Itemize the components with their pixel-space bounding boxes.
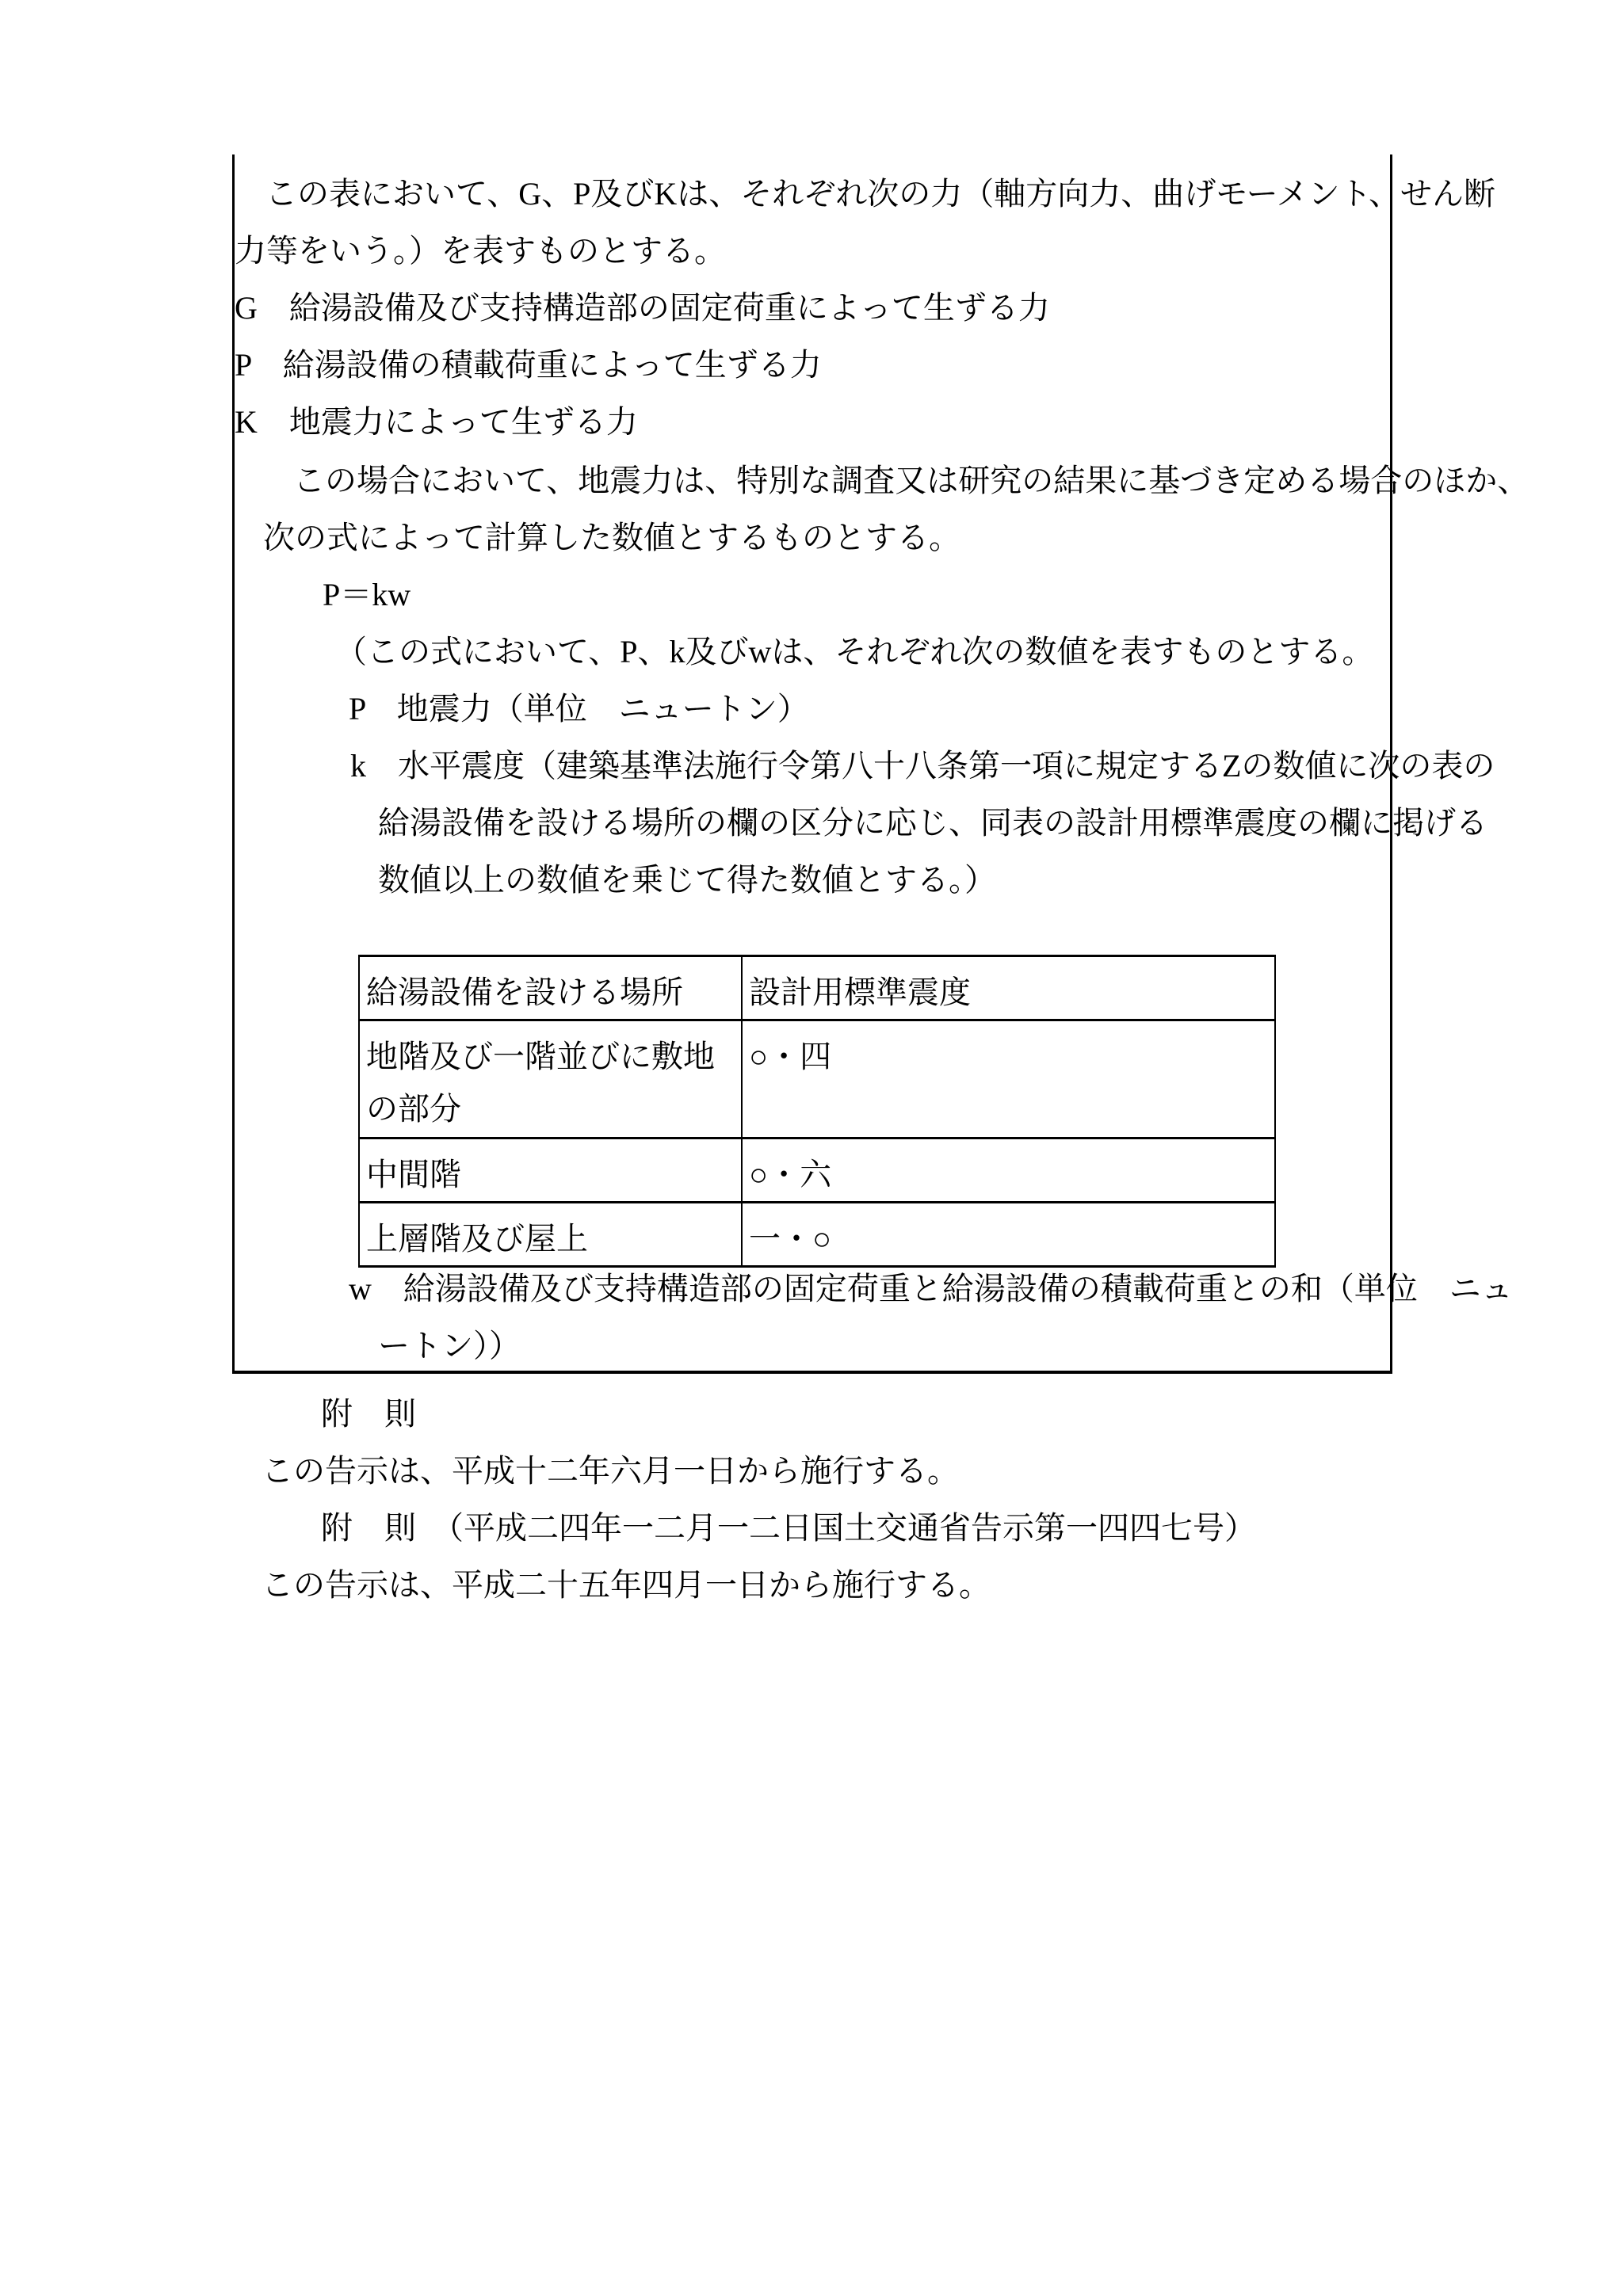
table-cell-place-basement: 地階及び一階並びに敷地の部分: [359, 1020, 742, 1138]
table-row-middle: [359, 1138, 1275, 1203]
supplementary-title-2: 附 則 （平成二四年一二月一二日国土交通省告示第一四四七号）: [321, 1510, 1256, 1546]
formula-line: P＝kw: [323, 577, 411, 612]
definition-k-line-1: k 水平震度（建築基準法施行令第八十八条第一項に規定するZの数値に次の表の: [350, 748, 1495, 784]
definition-K-line: K 地震力によって生ずる力: [235, 404, 638, 440]
table-cell-place-middle: 中間階: [359, 1138, 742, 1203]
table-row-basement: [359, 1020, 1275, 1138]
seismic-case-line-2: 次の式によって計算した数値とするものとする。: [263, 520, 960, 555]
definition-w-line-2: ートン））: [378, 1328, 521, 1363]
definition-P-line: P 給湯設備の積載荷重によって生ずる力: [235, 347, 822, 383]
table-cell-place-upper: 上層階及び屋上: [359, 1203, 742, 1267]
table-cell-value-upper: 一・○: [742, 1203, 1275, 1267]
definition-w-line-1: w 給湯設備及び支持構造部の固定荷重と給湯設備の積載荷重との和（単位 ニュ: [349, 1271, 1513, 1306]
seismic-case-line-1: この場合において、地震力は、特別な調査又は研究の結果に基づき定める場合のほか、: [293, 463, 1529, 498]
formula-note-line: （この式において、P、k及びwは、それぞれ次の数値を表すものとする。: [335, 634, 1374, 669]
supplementary-effective-2: この告示は、平成二十五年四月一日から施行する。: [262, 1567, 991, 1603]
note-line-intro-1: この表において、G、P及びKは、それぞれ次の力（軸方向力、曲げモーメント、せん断: [265, 176, 1496, 212]
definition-k-line-2: 給湯設備を設ける場所の欄の区分に応じ、同表の設計用標準震度の欄に掲げる: [378, 805, 1487, 841]
definition-p-line: P 地震力（単位 ニュートン）: [349, 691, 809, 727]
table-row-upper: [359, 1203, 1275, 1267]
note-line-intro-2: 力等をいう。）を表すものとする。: [235, 233, 726, 269]
table-cell-value-basement: ○・四: [742, 1020, 1275, 1138]
table-col-header-intensity: 設計用標準震度: [742, 956, 1275, 1020]
definition-k-line-3: 数値以上の数値を乗じて得た数値とする。）: [378, 862, 996, 898]
definition-G-line: G 給湯設備及び支持構造部の固定荷重によって生ずる力: [235, 290, 1050, 326]
supplementary-effective-1: この告示は、平成十二年六月一日から施行する。: [262, 1453, 959, 1489]
seismic-intensity-table: [358, 955, 1276, 1268]
table-col-header-place: 給湯設備を設ける場所: [359, 956, 742, 1020]
table-header-row: [359, 956, 1275, 1020]
supplementary-title-1: 附 則: [321, 1396, 416, 1432]
table-cell-value-middle: ○・六: [742, 1138, 1275, 1203]
